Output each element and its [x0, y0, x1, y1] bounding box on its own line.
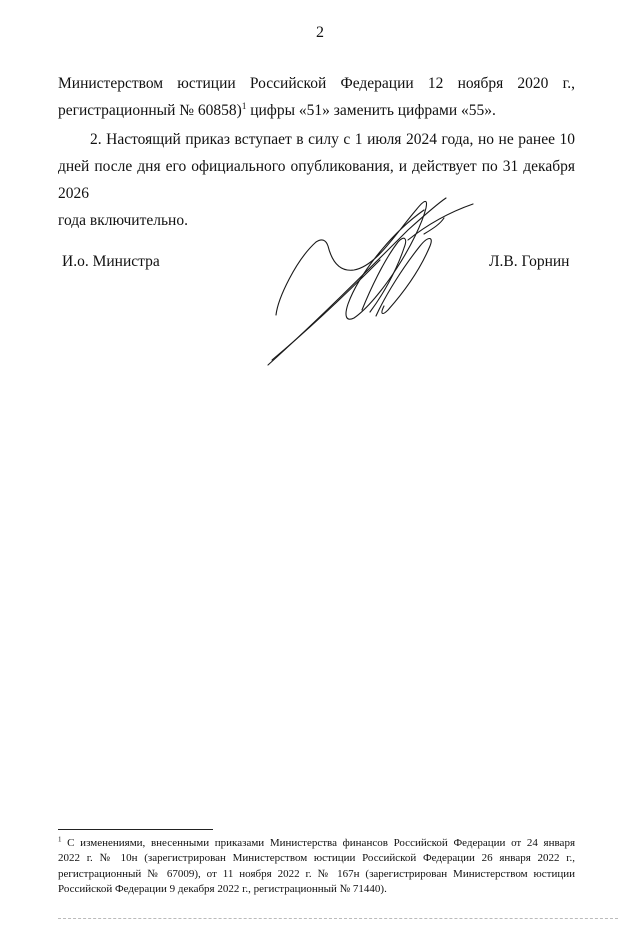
paragraph2-line3: года включительно.: [58, 212, 188, 229]
page-number: 2: [316, 24, 324, 41]
paragraph1-line2: [58, 97, 575, 124]
scan-edge-mark: [58, 918, 618, 920]
signatory-title: И.о. Министра: [62, 253, 160, 270]
footnote: [58, 836, 575, 897]
paragraph1-line1: Министерством юстиции Российской Федерации 12 ноября 2020 г.,: [58, 75, 575, 92]
paragraph2-line2: дней после дня его официального опубликования, и действует по 31 декабря 2026: [58, 158, 575, 202]
handwritten-signature: [258, 180, 488, 375]
paragraph1-line2-text: регистрационный № 60858): [58, 102, 242, 119]
footnote-line3: регистрационный № 67009), от 11 ноября 2022 г. № 167н (зарегистрирован Министерством юстиции: [58, 867, 575, 880]
footnote-separator: [58, 829, 213, 830]
footnote-line2: 2022 г. № 10н (зарегистрирован Министерством юстиции Российской Федерации 26 января 2022 г.,: [58, 852, 575, 865]
footnote-line1-text: С изменениями, внесенными приказами Министерства финансов Российской Федерации от 24 января: [67, 837, 575, 849]
footnote-line1: [58, 836, 575, 851]
signatory-name: Л.В. Горнин: [489, 253, 570, 270]
paragraph1-line2-rest: цифры «51» заменить цифрами «55».: [246, 102, 496, 119]
footnote-line4: Российской Федерации 9 декабря 2022 г., регистрационный № 71440).: [58, 882, 387, 895]
paragraph2-line1: 2. Настоящий приказ вступает в силу с 1 июля 2024 года, но не ранее 10: [90, 131, 575, 148]
paragraph-continuation: [58, 70, 575, 124]
footnote-marker: 1: [58, 835, 62, 844]
footnote-reference: 1: [241, 100, 247, 111]
